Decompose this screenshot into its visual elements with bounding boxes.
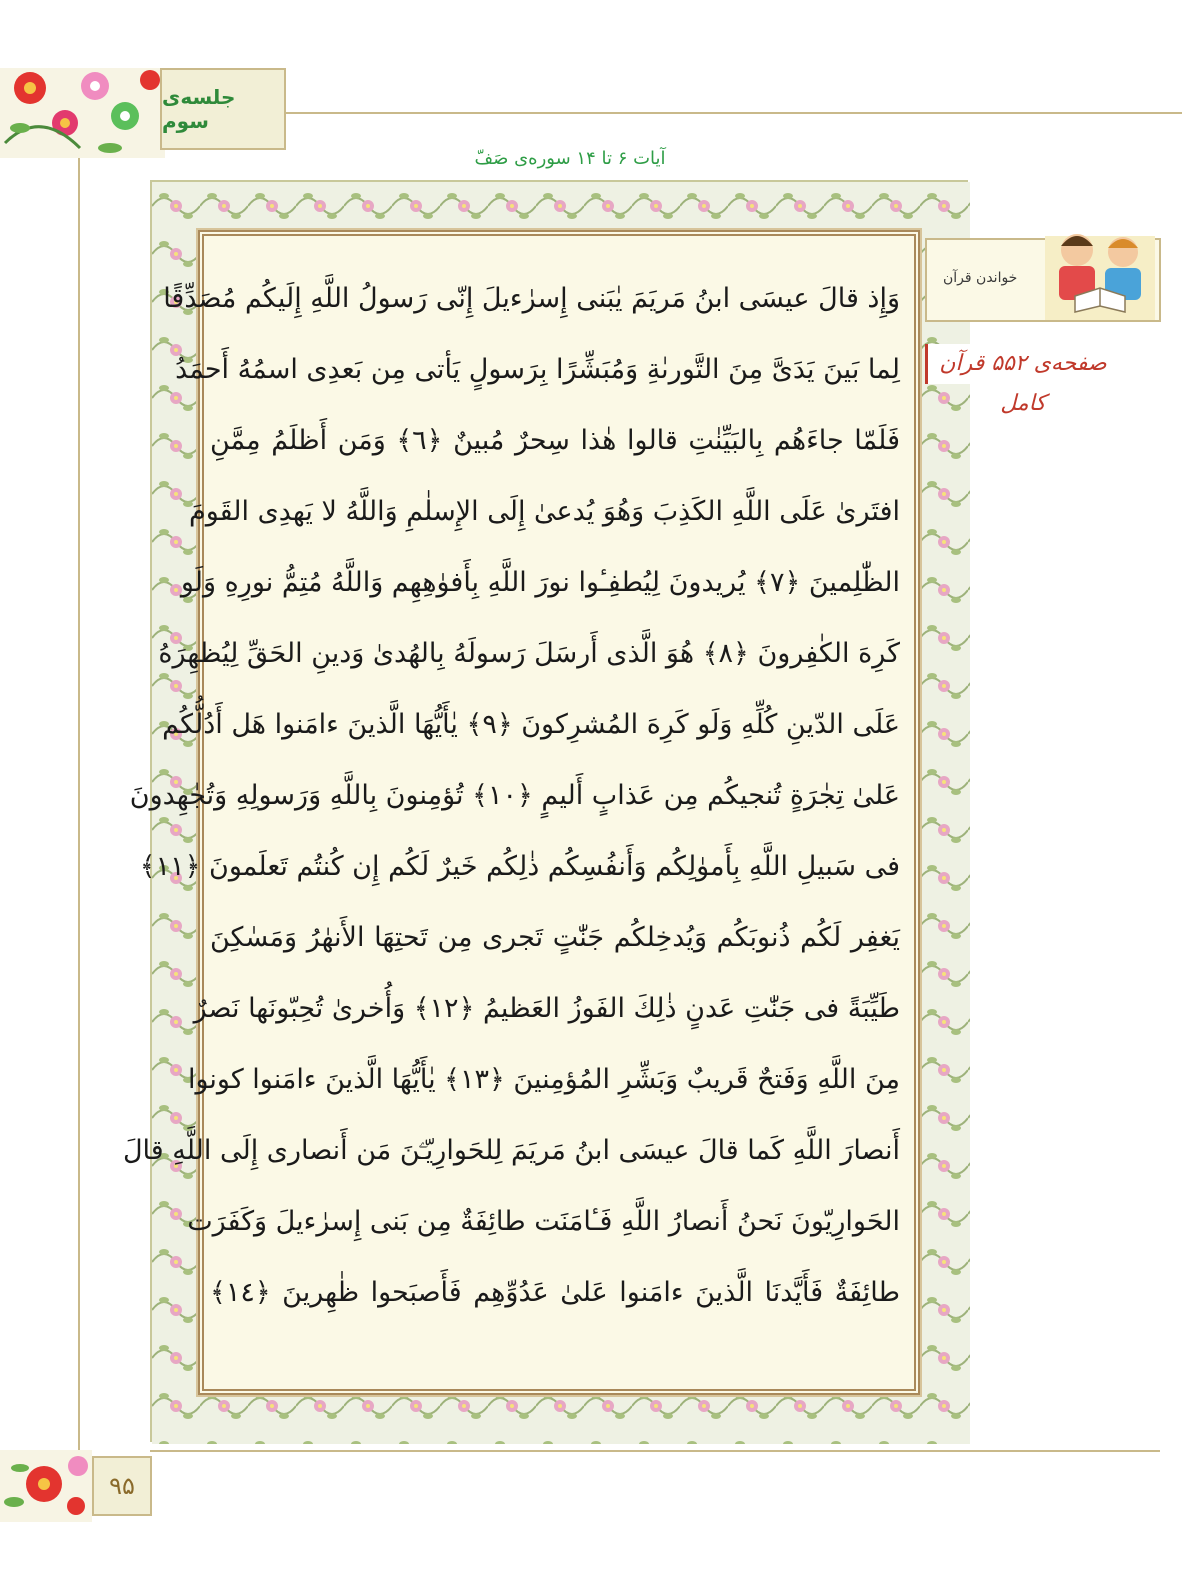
session-title: جلسه‌ی سوم [162, 85, 236, 133]
quran-line-10: يَغفِر لَكُم ذُنوبَكُم وَيُدخِلكُم جَنّٰتٍ تَجرى مِن تَحتِهَا الأَنهٰرُ وَمَسٰكِنَ [210, 922, 900, 953]
quran-line-12: مِنَ اللَّهِ وَفَتحٌ قَريبٌ وَبَشِّرِ المُؤمِنينَ ﴿١٣﴾ يٰأَيُّهَا الَّذينَ ءامَنوا كونوا [187, 1064, 900, 1095]
quran-line-7: عَلَى الدّينِ كُلِّهِ وَلَو كَرِهَ المُشرِكونَ ﴿٩﴾ يٰأَيُّهَا الَّذينَ ءامَنوا هَل أَدُلُّكُم [162, 709, 900, 740]
quran-line-14: الحَوارِيّونَ نَحنُ أَنصارُ اللَّهِ فَـٔامَنَت طائِفَةٌ مِن بَنى إِسرٰءيلَ وَكَفَرَت [187, 1206, 900, 1237]
full-quran-page-reference: صفحه‌ی ۵۵۲ قرآن کامل [925, 344, 1118, 384]
section-tab-quran-reading [925, 238, 1161, 322]
session-title-box [160, 68, 286, 150]
quran-line-3: فَلَمّا جاءَهُم بِالبَيِّنٰتِ قالوا هٰذا سِحرٌ مُبينٌ ﴿٦﴾ وَمَن أَظلَمُ مِمَّنِ [210, 425, 900, 456]
quran-line-1: وَإِذ قالَ عيسَى ابنُ مَريَمَ يٰبَنى إِسرٰءيلَ إِنّى رَسولُ اللَّهِ إِلَيكُم مُصَدِّقًا [163, 283, 900, 314]
section-tab-label: خواندن قرآن [943, 270, 1018, 286]
children-reading-icon [1045, 212, 1155, 320]
quran-line-6: كَرِهَ الكٰفِرونَ ﴿٨﴾ هُوَ الَّذى أَرسَلَ رَسولَهُ بِالهُدىٰ وَدينِ الحَقِّ لِيُظهِرَهُ [158, 638, 900, 669]
quran-line-5: الظّٰلِمينَ ﴿٧﴾ يُريدونَ لِيُطفِـٔوا نورَ اللَّهِ بِأَفوٰهِهِم وَاللَّهُ مُتِمُّ نورِهِ وَلَو [180, 567, 900, 598]
quran-line-9: فى سَبيلِ اللَّهِ بِأَموٰلِكُم وَأَنفُسِكُم ذٰلِكُم خَيرٌ لَكُم إِن كُنتُم تَعلَمونَ ﴿١١﴾ [139, 851, 900, 882]
header-rule [286, 112, 1182, 114]
quran-line-13: أَنصارَ اللَّهِ كَما قالَ عيسَى ابنُ مَريَمَ لِلحَوارِيّـۧنَ مَن أَنصارى إِلَى اللَّهِ قالَ [122, 1135, 900, 1166]
quran-line-2: لِما بَينَ يَدَىَّ مِنَ التَّورىٰةِ وَمُبَشِّرًا بِرَسولٍ يَأتى مِن بَعدِى اسمُهُ أَحمَدُ [175, 354, 900, 385]
quran-text-panel [122, 230, 920, 1395]
page-number: ۹۵ [92, 1456, 152, 1516]
quran-line-8: عَلىٰ تِجٰرَةٍ تُنجيكُم مِن عَذابٍ أَليمٍ ﴿١٠﴾ تُؤمِنونَ بِاللَّهِ وَرَسولِهِ وَتُجٰهِدونَ [129, 780, 900, 811]
verse-range-title: آیات ۶ تا ۱۴ سوره‌ی صَفّ [474, 148, 666, 169]
quran-line-15: طائِفَةٌ فَأَيَّدنَا الَّذينَ ءامَنوا عَلىٰ عَدُوِّهِم فَأَصبَحوا ظٰهِرينَ ﴿١٤﴾ [210, 1277, 900, 1308]
quran-line-11: طَيِّبَةً فى جَنّٰتِ عَدنٍ ذٰلِكَ الفَوزُ العَظيمُ ﴿١٢﴾ وَأُخرىٰ تُحِبّونَها نَصرٌ [193, 993, 900, 1024]
flower-decoration-bottom-icon [0, 1450, 92, 1522]
left-margin-rule [78, 150, 80, 1450]
quran-line-4: افتَرىٰ عَلَى اللَّهِ الكَذِبَ وَهُوَ يُدعىٰ إِلَى الإِسلٰمِ وَاللَّهُ لا يَهدِى القَومَ [188, 496, 900, 527]
flower-decoration-icon [0, 68, 165, 158]
footer-rule [150, 1450, 1160, 1452]
